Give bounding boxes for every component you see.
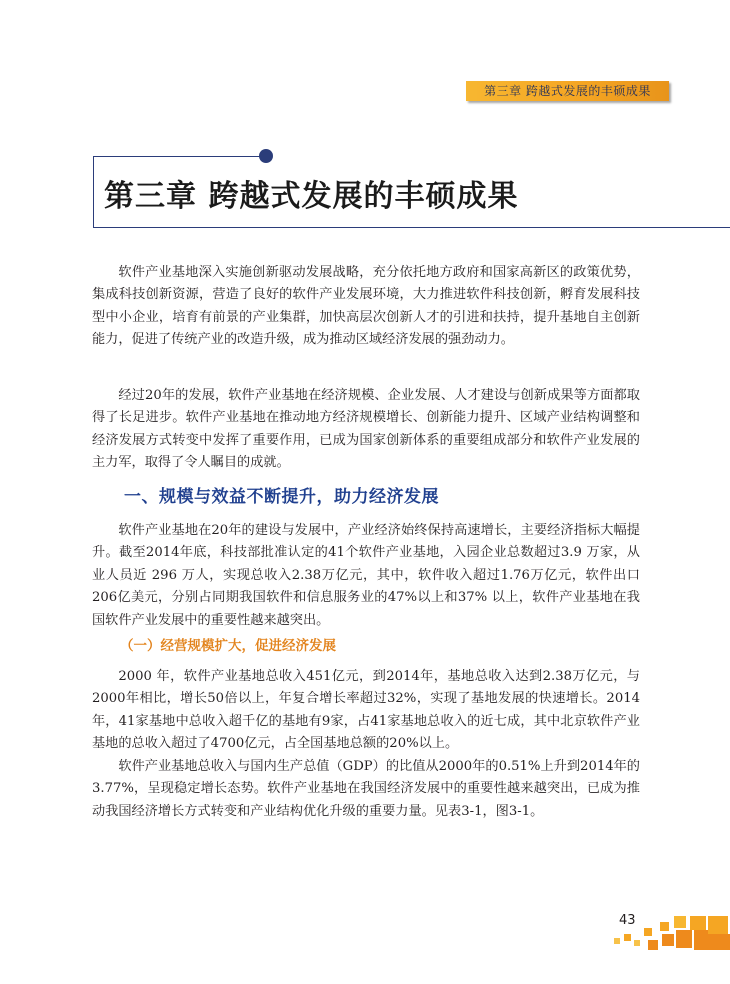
intro-paragraph-1: 软件产业基地深入实施创新驱动发展战略，充分依托地方政府和国家高新区的政策优势，集成科技创新资源，营造了良好的软件产业发展环境，大力推进软件科技创新，孵育发展科技型中小企业，培育有前景的产业集群，加快高层次创新人才的引进和扶持，提升基地自主创新能力，促进了传统产业的改造升级，成为推动区域经济发展的强劲动力。: [92, 265, 640, 348]
subsection-heading: （一）经营规模扩大，促进经济发展: [120, 638, 336, 654]
subsection-paragraph-2: 软件产业基地总收入与国内生产总值（GDP）的比值从2000年的0.51%上升到2014年的3.77%，呈现稳定增长态势。软件产业基地在我国经济发展中的重要性越来越突出，已成为推动我国经济增长方式转变和产业结构优化升级的重要力量。见表3-1，图3-1。: [92, 759, 640, 819]
subsection-paragraph-1: 2000 年，软件产业基地总收入451亿元，到2014年，基地总收入达到2.38万亿元，与2000年相比，增长50倍以上，年复合增长率超过32%，实现了基地发展的快速增长。2014 年，41家基地中总收入超千亿的基地有9家，占41家基地总收入的近七成，其中北京软件产业基地的总收入超过了4700亿元，占全国基地总额的20%以上。: [92, 669, 640, 752]
chapter-title: 第三章 跨越式发展的丰硕成果: [104, 179, 519, 214]
running-header: 第三章 跨越式发展的丰硕成果: [466, 81, 669, 101]
intro-paragraph-2: 经过20年的发展，软件产业基地在经济规模、企业发展、人才建设与创新成果等方面都取得了长足进步。软件产业基地在推动地方经济规模增长、创新能力提升、区域产业结构调整和经济发展方式转变中发挥了重要作用，已成为国家创新体系的重要组成部分和软件产业发展的主力军，取得了令人瞩目的成就。: [92, 388, 640, 471]
pixel-corner-decoration: [614, 916, 730, 952]
title-frame-left-rule: [93, 156, 94, 227]
title-frame-bottom-rule: [93, 227, 730, 228]
section-paragraph-1: 软件产业基地在20年的建设与发展中，产业经济始终保持高速增长，主要经济指标大幅提升。截至2014年底，科技部批准认定的41个软件产业基地，入园企业总数超过3.9 万家，从业人员近 296 万人，实现总收入2.38万亿元，其中，软件收入超过1.76万亿元，软件出口206亿美元，分别占同期我国软件和信息服务业的47%以上和37% 以上，软件产业基地在我国软件产业发展中的重要性越来越突出。: [92, 523, 640, 628]
page-number: 43: [619, 913, 636, 928]
title-frame-dot: [259, 149, 273, 163]
section-heading: 一、规模与效益不断提升，助力经济发展: [124, 487, 439, 507]
title-frame-top-rule: [93, 156, 265, 157]
